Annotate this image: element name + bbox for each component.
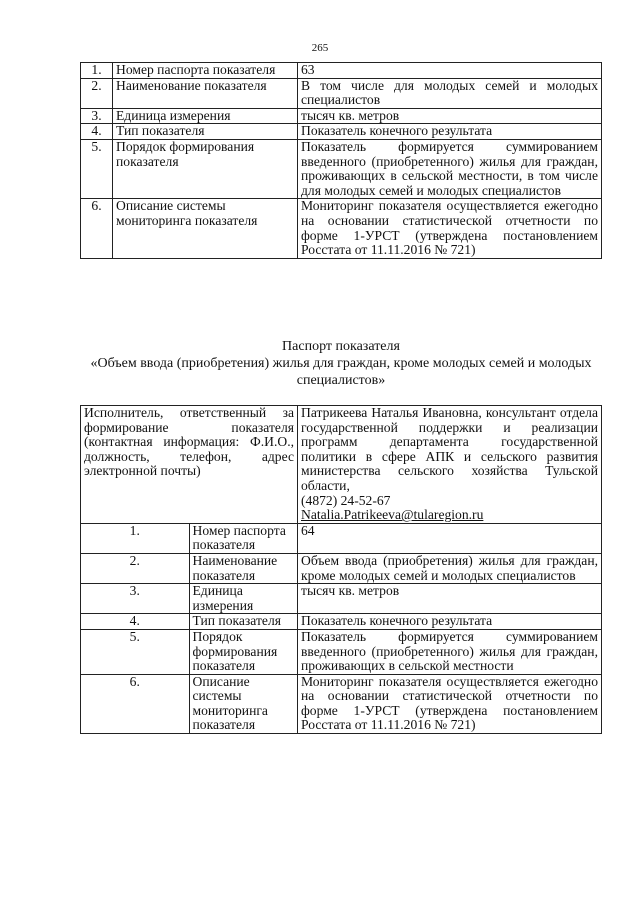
row-value: тысяч кв. метров: [298, 584, 602, 614]
row-value: Показатель конечного результата: [298, 124, 602, 140]
row-label: Номер паспорта показателя: [189, 523, 298, 553]
row-value: тысяч кв. метров: [298, 108, 602, 124]
table-row: [81, 124, 602, 140]
row-label: Порядок формирования показателя: [113, 139, 298, 198]
table-row: [81, 199, 602, 258]
row-value: Показатель конечного результата: [298, 614, 602, 630]
row-label: Описание системы мониторинга показателя: [113, 199, 298, 258]
table-row: [81, 63, 602, 79]
row-value: Показатель формируется суммированием введенного (приобретенного) жилья для граждан, проживающих в сельской местности, в том числе для молодых семей и молодых специалистов: [298, 139, 602, 198]
table-row: [81, 553, 602, 583]
executor-value: [298, 406, 602, 524]
row-number: 3.: [81, 108, 113, 124]
row-number: 4.: [81, 614, 190, 630]
row-number: 6.: [81, 674, 190, 733]
row-number: 2.: [81, 553, 190, 583]
table-row: [81, 584, 602, 614]
row-label: Наименование показателя: [189, 553, 298, 583]
row-value: В том числе для молодых семей и молодых специалистов: [298, 78, 602, 108]
section-title-line1: Паспорт показателя: [282, 339, 400, 354]
row-label: Тип показателя: [113, 124, 298, 140]
row-value: Показатель формируется суммированием введенного (приобретенного) жилья для граждан, проживающих в сельской местности: [298, 629, 602, 674]
executor-name: Патрикеева Наталья Ивановна, консультант отдела государственной поддержки и реализации программ департамента государственной политики в сфере АПК и сельского развития министерства сельского хозяйства Тульской области,: [301, 405, 598, 493]
row-label: Наименование показателя: [113, 78, 298, 108]
row-number: 5.: [81, 629, 190, 674]
executor-phone: (4872) 24-52-67: [301, 492, 391, 508]
row-label: Номер паспорта показателя: [113, 63, 298, 79]
row-label: Единица измерения: [189, 584, 298, 614]
table-row: [81, 523, 602, 553]
table-row: [81, 629, 602, 674]
row-label: Описание системы мониторинга показателя: [189, 674, 298, 733]
row-label: Единица измерения: [113, 108, 298, 124]
row-number: 6.: [81, 199, 113, 258]
table-row: [81, 108, 602, 124]
row-number: 1.: [81, 523, 190, 553]
section-title: [80, 338, 602, 389]
row-label: Порядок формирования показателя: [189, 629, 298, 674]
row-number: 1.: [81, 63, 113, 79]
table-row: [81, 614, 602, 630]
indicator-passport-table-63: [80, 62, 602, 259]
executor-row: [81, 406, 602, 524]
row-value: Мониторинг показателя осуществляется ежегодно на основании статистической отчетности по форме 1-УРСТ (утверждена постановлением Росстата от 11.11.2016 № 721): [298, 199, 602, 258]
row-label: Тип показателя: [189, 614, 298, 630]
page-number: 265: [311, 42, 329, 54]
row-number: 3.: [81, 584, 190, 614]
row-number: 4.: [81, 124, 113, 140]
table-row: [81, 78, 602, 108]
row-value: 64: [298, 523, 602, 553]
row-value: Мониторинг показателя осуществляется ежегодно на основании статистической отчетности по форме 1-УРСТ (утверждена постановлением Росстата от 11.11.2016 № 721): [298, 674, 602, 733]
executor-label: Исполнитель, ответственный за формирование показателя (контактная информация: Ф.И.О., должность, телефон, адрес электронной почты): [81, 406, 298, 524]
section-title-line2: «Объем ввода (приобретения) жилья для граждан, кроме молодых семей и молодых специалистов»: [90, 356, 592, 388]
row-number: 5.: [81, 139, 113, 198]
indicator-passport-table-64: [80, 405, 602, 734]
row-value: Объем ввода (приобретения) жилья для граждан, кроме молодых семей и молодых специалистов: [298, 553, 602, 583]
row-value: 63: [298, 63, 602, 79]
table-row: [81, 139, 602, 198]
row-number: 2.: [81, 78, 113, 108]
executor-email-link[interactable]: Natalia.Patrikeeva@tularegion.ru: [301, 507, 484, 523]
table-row: [81, 674, 602, 733]
